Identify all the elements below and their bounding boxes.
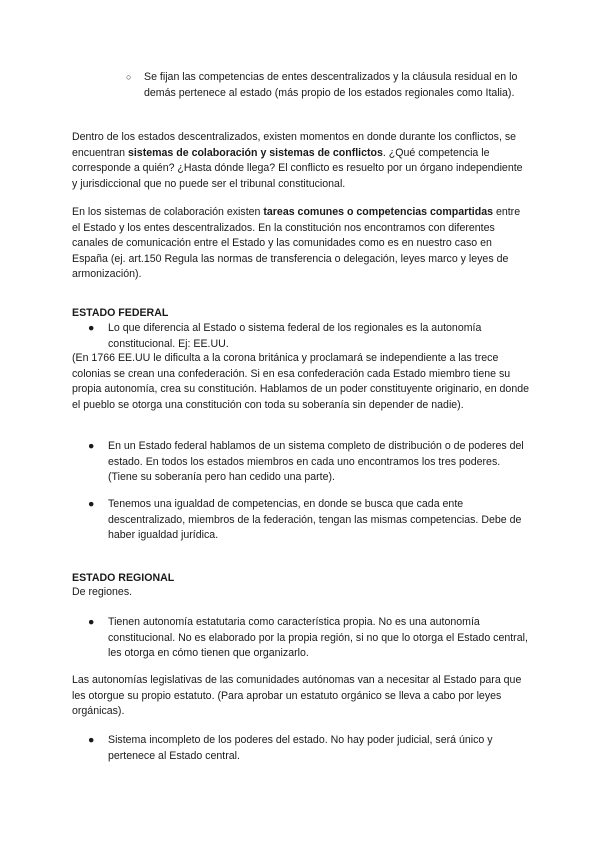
hollow-circle-bullet-icon: ○ <box>126 72 132 82</box>
bullet-text: Tenemos una igualdad de competencias, en donde se busca que cada ente descentralizado, miembros de la federación, tengan las mismas competencias. Debe de haber igualdad jurídica. <box>108 498 522 542</box>
bullet-text: Sistema incompleto de los poderes del estado. No hay poder judicial, será único y pertenece al Estado central. <box>108 734 493 762</box>
bullet-icon: ● <box>88 322 95 334</box>
bold-term: tareas comunes o competencias compartidas <box>263 206 494 218</box>
paragraph-collaboration <box>72 205 530 283</box>
bold-term: sistemas de colaboración y sistemas de conflictos <box>127 146 383 159</box>
paragraph-regional: Las autonomías legislativas de las comunidades autónomas van a necesitar al Estado para que les otorgue su propio estatuto. (Para aprobar un estatuto orgánico se lleva a cabo por leyes orgánicas). <box>72 674 522 718</box>
bullet-icon: ● <box>88 734 95 746</box>
sub-bullet-text: Se fijan las competencias de entes descentralizados y la cláusula residual en lo demás pertenece al estado (más propio de los estados regionales como Italia). <box>144 71 518 99</box>
bullet-item <box>88 439 528 486</box>
paragraph-text: . ¿Qué competencia le corresponde a quién? ¿Hasta dónde llega? El conflicto es resuelto por un órgano independiente y jurisdiccional que no puede ser el tribunal constitucional. <box>72 146 523 190</box>
bullet-item <box>88 497 528 544</box>
paragraph-federal: (En 1766 EE.UU le dificulta a la corona británica y proclamará se independiente a las trece colonias se crean una confederación. Si en esa confederación cada Estado miembro tiene su propia autonomía, crea su constitución. Hablamos de un poder constituyente originario, en donde el pueblo se otorga una constitución con toda su soberanía sin depender de nadie). <box>72 352 529 411</box>
bullet-icon: ● <box>88 616 95 628</box>
bullet-text: Lo que diferencia al Estado o sistema federal de los regionales es la autonomía constitucional. Ej: EE.UU. <box>108 322 482 350</box>
paragraph-text: entre el Estado y los entes descentralizados. En la constitución nos encontramos con diferentes canales de comunicación entre el Estado y las comunidades como es en nuestro caso en España (ej. art.150 Regula las normas de transferencia o delegación, leyes marco y leyes de armonización). <box>72 206 521 281</box>
paragraph-text: En los sistemas de colaboración existen <box>72 206 264 218</box>
bullet-item <box>88 733 528 764</box>
bullet-icon: ● <box>88 440 95 452</box>
bullet-icon: ● <box>88 498 95 510</box>
heading-estado-regional: ESTADO REGIONAL <box>72 572 175 584</box>
heading-estado-federal: ESTADO FEDERAL <box>72 307 169 319</box>
subtitle: De regiones. <box>72 586 133 598</box>
bullet-text: Tienen autonomía estatutaria como característica propia. No es una autonomía constitucional. No es elaborado por la propia región, si no que lo otorga el Estado central, les otorga en cómo tienen que organizarlo. <box>108 616 528 660</box>
sub-bullet-item <box>126 70 530 101</box>
paragraph-text: Dentro de los estados descentralizados, existen momentos en donde durante los conflictos, se encuentran <box>72 131 517 159</box>
paragraph-conflicts <box>72 130 530 192</box>
bullet-text: En un Estado federal hablamos de un sistema completo de distribución o de poderes del estado. En todos los estados miembros en cada uno encontramos los tres poderes. (Tiene su soberanía pero han cedido una parte). <box>108 440 524 484</box>
bullet-item <box>88 615 528 662</box>
bullet-item <box>88 321 528 352</box>
